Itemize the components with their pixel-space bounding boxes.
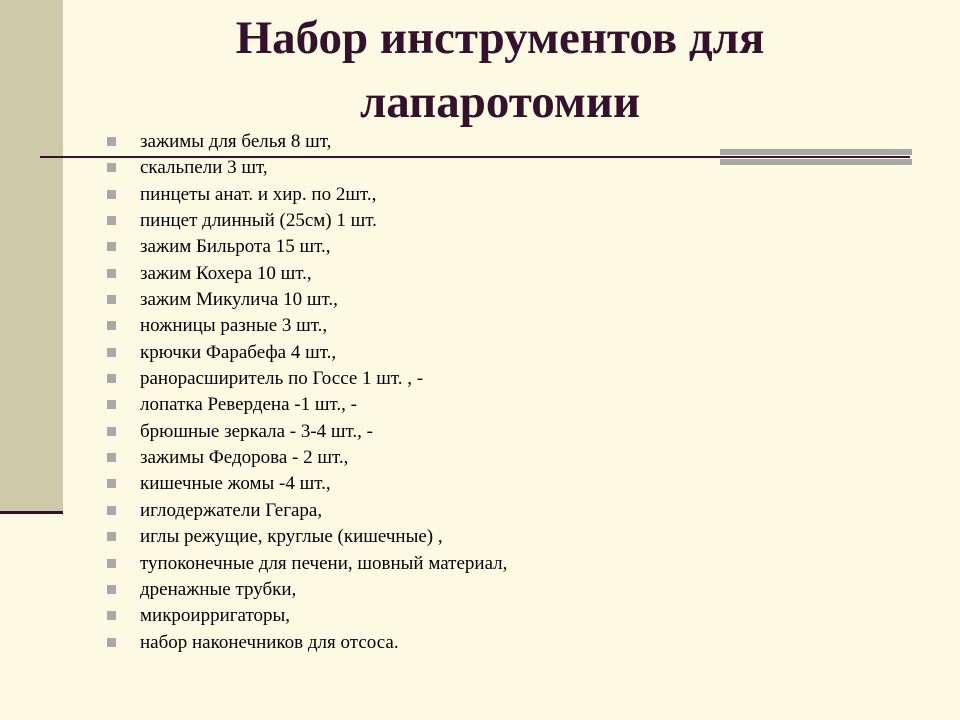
list-item-text: иглы режущие, круглые (кишечные) , (140, 526, 443, 548)
square-bullet-icon (107, 190, 116, 199)
square-bullet-icon (107, 585, 116, 594)
gray-accent-bar-top (720, 149, 912, 155)
slide-title-line2: лапаротомии (359, 76, 641, 128)
list-item-text: ножницы разные 3 шт., (140, 315, 328, 337)
square-bullet-icon (107, 137, 116, 146)
list-item-text: дренажные трубки, (140, 578, 297, 600)
list-item-text: зажим Кохера 10 шт., (140, 262, 312, 284)
square-bullet-icon (107, 427, 116, 436)
square-bullet-icon (107, 242, 116, 251)
square-bullet-icon (107, 295, 116, 304)
list-item-text: лопатка Ревердена -1 шт., - (140, 394, 357, 416)
list-item-text: крючки Фарабефа 4 шт., (140, 341, 337, 363)
square-bullet-icon (107, 638, 116, 647)
square-bullet-icon (107, 506, 116, 515)
decorative-side-bar (0, 0, 63, 512)
square-bullet-icon (107, 453, 116, 462)
list-item-text: иглодержатели Гегара, (140, 499, 323, 521)
list-item-text: зажимы Федорова - 2 шт., (140, 447, 349, 469)
square-bullet-icon (107, 479, 116, 488)
list-item-text: кишечные жомы -4 шт., (140, 473, 331, 495)
square-bullet-icon (107, 400, 116, 409)
list-item-text: микроирригаторы, (140, 605, 291, 627)
square-bullet-icon (107, 532, 116, 541)
square-bullet-icon (107, 611, 116, 620)
list-item-text: зажимы для белья 8 шт, (140, 131, 332, 152)
list-item-text: набор наконечников для отсоса. (140, 631, 399, 653)
slide-title (150, 6, 850, 134)
list-item-text: брюшные зеркала - 3-4 шт., - (140, 420, 373, 442)
square-bullet-icon (107, 348, 116, 357)
list-item-text: тупоконечные для печени, шовный материал, (140, 552, 508, 574)
list-item-text: пинцеты анат. и хир. по 2шт., (140, 183, 377, 205)
gray-accent-bar-bottom (720, 159, 912, 165)
side-bar-bottom-line (0, 511, 63, 514)
list-item-text: зажим Бильрота 15 шт., (140, 236, 331, 258)
square-bullet-icon (107, 559, 116, 568)
square-bullet-icon (107, 321, 116, 330)
slide-title-line1: Набор инструментов для (235, 12, 765, 64)
list-item-text: зажим Микулича 10 шт., (140, 289, 338, 311)
list-item-text: ранорасширитель по Госсе 1 шт. , - (140, 368, 424, 390)
square-bullet-icon (107, 163, 116, 172)
list-item-text: скальпели 3 шт, (140, 157, 268, 179)
square-bullet-icon (107, 216, 116, 225)
list-item-text: пинцет длинный (25см) 1 шт. (140, 210, 377, 232)
square-bullet-icon (107, 269, 116, 278)
square-bullet-icon (107, 374, 116, 383)
